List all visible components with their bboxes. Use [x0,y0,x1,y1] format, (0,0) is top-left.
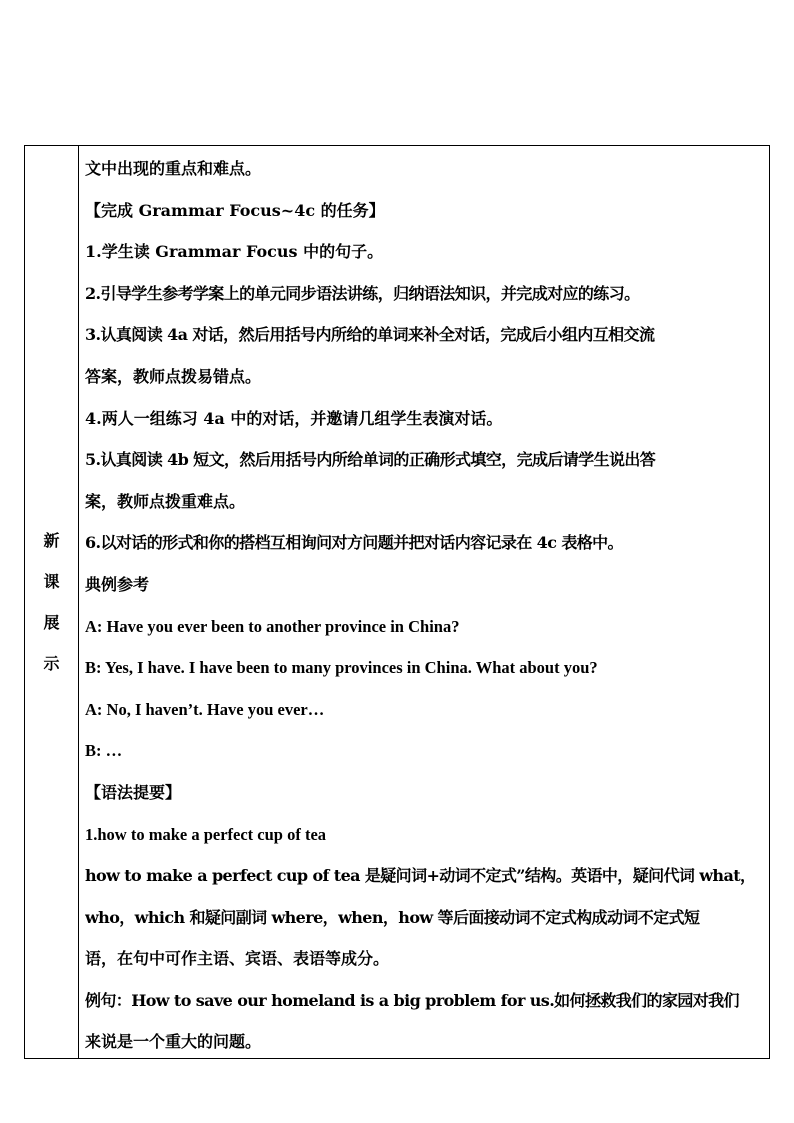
step-3-continued: 答案，教师点拨易错点。 [85,366,262,386]
grammar-point-title: 1.how to make a perfect cup of tea [85,824,327,844]
grammar-explanation: how to make a perfect cup of tea 是疑问词+动词不定式”结构。英语中，疑问代词 what， [85,866,756,886]
dialogue-line: B: Yes, I have. I have been to many provinces in China. What about you? [85,658,598,678]
step-5: 5.认真阅读 4b 短文，然后用括号内所给单词的正确形式填空，完成后请学生说出答 [85,450,656,470]
dialogue-line: A: Have you ever been to another province in China? [85,616,460,636]
step-5-continued: 案，教师点拨重难点。 [85,491,246,511]
example-sentence: 来说是一个重大的问题。 [85,1032,262,1052]
step-4: 4.两人一组练习 4a 中的对话，并邀请几组学生表演对话。 [85,408,503,428]
section-label-char: 新 [43,531,60,550]
grammar-explanation: 语，在句中可作主语、宾语、表语等成分。 [85,949,390,969]
dialogue-line: A: No, I haven’t. Have you ever… [85,699,325,719]
step-3: 3.认真阅读 4a 对话，然后用括号内所给的单词来补全对话，完成后小组内互相交流 [85,325,655,345]
dialogue-line: B: … [85,741,123,761]
example-sentence: 例句：How to save our homeland is a big problem for us.如何拯救我们的家园对我们 [85,990,739,1010]
step-6: 6.以对话的形式和你的搭档互相询问对方问题并把对话内容记录在 4c 表格中。 [85,533,623,553]
text-line: 文中出现的重点和难点。 [85,159,262,178]
lesson-table [24,145,770,1059]
task-heading: 【完成 Grammar Focus~4c 的任务】 [85,200,385,220]
grammar-heading: 【语法提要】 [85,782,182,802]
section-label-cell [25,146,79,1058]
example-heading: 典例参考 [85,574,150,594]
section-label-char: 展 [43,613,60,632]
section-label-char: 示 [43,654,60,673]
step-2: 2.引导学生参考学案上的单元同步语法讲练，归纳语法知识，并完成对应的练习。 [85,283,640,303]
section-label-char: 课 [43,572,60,591]
step-1: 1.学生读 Grammar Focus 中的句子。 [85,242,384,262]
content-cell [79,146,769,1058]
grammar-explanation: who，which 和疑问副词 where，when，how 等后面接动词不定式构成动词不定式短 [85,907,700,927]
section-label [43,520,59,684]
